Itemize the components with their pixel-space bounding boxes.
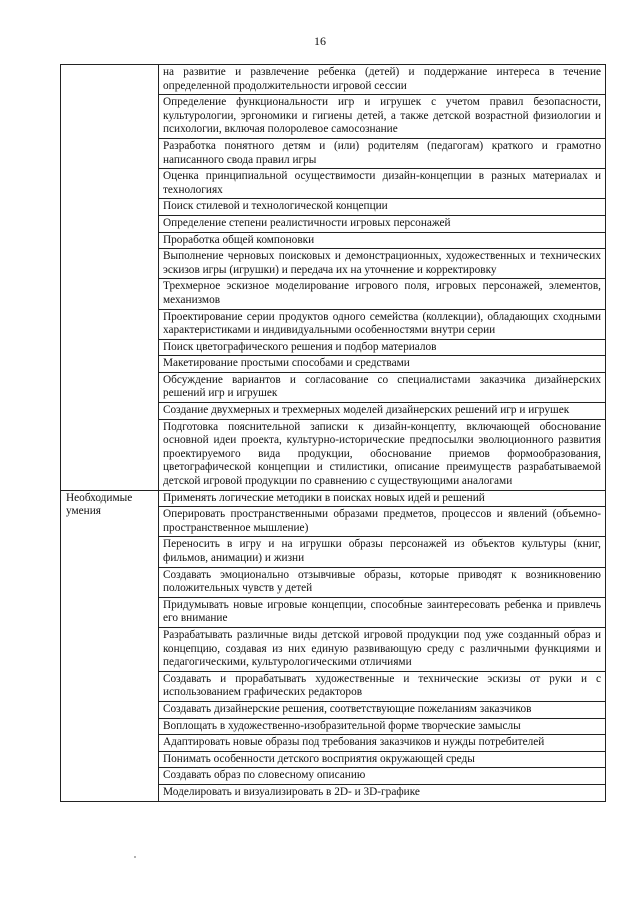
requirements-table [60, 64, 606, 802]
requirement-text-cell: Выполнение черновых поисковых и демонстрационных, художественных и технических эскизов игры (игрушки) и передача их на уточнение и корректировку [159, 249, 606, 279]
requirement-text-cell: Оценка принципиальной осуществимости дизайн-концепции в разных материалах и технологиях [159, 169, 606, 199]
requirement-text-cell: Разработка понятного детям и (или) родителям (педагогам) краткого и грамотно написанного свода правил игры [159, 138, 606, 168]
requirement-text-cell: Применять логические методики в поисках новых идей и решений [159, 490, 606, 507]
requirement-text-cell: Создавать эмоционально отзывчивые образы, которые приводят к возникновению положительных чувств у детей [159, 567, 606, 597]
requirement-text-cell: Создавать и прорабатывать художественные и технические эскизы от руки и с использованием графических редакторов [159, 671, 606, 701]
requirement-text-cell: Оперировать пространственными образами предметов, процессов и явлений (объемно-пространственное мышление) [159, 507, 606, 537]
requirement-text-cell: Создание двухмерных и трехмерных моделей дизайнерских решений игр и игрушек [159, 403, 606, 420]
requirement-text-cell: Адаптировать новые образы под требования заказчиков и нужды потребителей [159, 735, 606, 752]
requirement-text-cell: Определение степени реалистичности игровых персонажей [159, 215, 606, 232]
requirements-table-body [61, 65, 606, 802]
requirement-text-cell: Моделировать и визуализировать в 2D- и 3D-графике [159, 784, 606, 801]
requirement-text-cell: Придумывать новые игровые концепции, способные заинтересовать ребенка и привлечь его внимание [159, 597, 606, 627]
requirement-text-cell: Переносить в игру и на игрушки образы персонажей из объектов культуры (книг, фильмов, анимации) и жизни [159, 537, 606, 567]
requirement-text-cell: Разрабатывать различные виды детской игровой продукции под уже созданный образ и концепцию, создавая из них единую развивающую среду с различными функциями и педагогическими, культурологическими отличиями [159, 627, 606, 671]
requirement-text-cell: Поиск цветографического решения и подбор материалов [159, 339, 606, 356]
requirement-text-cell: Понимать особенности детского восприятия окружающей среды [159, 751, 606, 768]
requirement-text-cell: на развитие и развлечение ребенка (детей) и поддержание интереса в течение определенной продолжительности игровой сессии [159, 65, 606, 95]
requirement-text-cell: Проектирование серии продуктов одного семейства (коллекции), обладающих сходными характеристиками и индивидуальными особенностями внутри серии [159, 309, 606, 339]
section-label-cell: Необходимые умения [61, 490, 159, 801]
requirement-text-cell: Создавать образ по словесному описанию [159, 768, 606, 785]
requirement-text-cell: Поиск стилевой и технологической концепции [159, 199, 606, 216]
requirement-text-cell: Обсуждение вариантов и согласование со специалистами заказчика дизайнерских решений игр и игрушек [159, 372, 606, 402]
table-row [61, 65, 606, 95]
requirement-text-cell: Трехмерное эскизное моделирование игрового поля, игровых персонажей, элементов, механизмов [159, 279, 606, 309]
requirement-text-cell: Макетирование простыми способами и средствами [159, 356, 606, 373]
scan-speck [134, 856, 136, 858]
requirement-text-cell: Подготовка пояснительной записки к дизайн-концепту, включающей обоснование основной идеи проекта, культурно-исторические предпосылки эволюционного развития проектируемого вида продукции, обоснование приемов формообразования, цветографической концепции и стилистики, описание преимуществ разрабатываемой детской игровой продукции по сравнению с существующими аналогами [159, 419, 606, 490]
requirement-text-cell: Проработка общей компоновки [159, 232, 606, 249]
page-number: 16 [314, 34, 326, 48]
requirement-text-cell: Создавать дизайнерские решения, соответствующие пожеланиям заказчиков [159, 701, 606, 718]
table-row [61, 490, 606, 507]
requirement-text-cell: Воплощать в художественно-изобразительной форме творческие замыслы [159, 718, 606, 735]
requirement-text-cell: Определение функциональности игр и игрушек с учетом правил безопасности, культурологии, эргономики и гигиены детей, а также детской возрастной физиологии и психологии, включая полоролевое самосознание [159, 95, 606, 139]
section-label-cell [61, 65, 159, 491]
